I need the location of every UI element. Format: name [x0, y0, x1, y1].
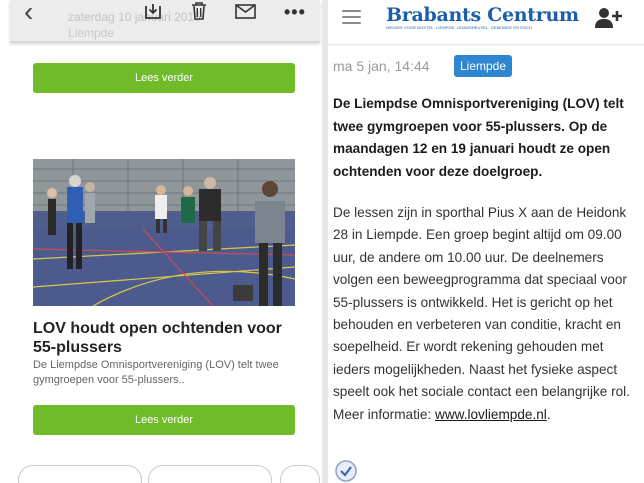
- article-date: ma 5 jan, 14:44: [333, 58, 430, 74]
- news-panel: [328, 0, 644, 483]
- header-divider: [328, 44, 644, 45]
- bottom-pill-button[interactable]: [18, 465, 142, 483]
- article-lead: De Liempdse Omnisportvereniging (LOV) telt twee gymgroepen voor 55-plussers. Op de maandagen 12 en 19 januari houdt ze open ochtenden voor deze doelgroep.: [333, 96, 624, 179]
- link-suffix: .: [546, 406, 551, 422]
- article-image[interactable]: [33, 159, 295, 306]
- site-logo[interactable]: [386, 4, 579, 30]
- logo-tagline: NIEUWS VOOR BOXTEL, LIEMPDE, LENNISHEUVEL, GEMONDE EN ESCH: [386, 25, 532, 30]
- bottom-pill-button[interactable]: [280, 465, 320, 483]
- logo-text: Brabants Centrum: [386, 4, 579, 26]
- add-user-icon[interactable]: [594, 6, 622, 30]
- bottom-pill-button[interactable]: [148, 465, 272, 483]
- more-dots-icon[interactable]: •••: [284, 2, 306, 22]
- hamburger-menu-icon[interactable]: [342, 10, 361, 25]
- read-more-button[interactable]: Lees verder: [33, 63, 295, 93]
- ghost-subject: zaterdag 10 januari 2015: [68, 10, 201, 24]
- info-link[interactable]: www.lovliempde.nl: [435, 406, 547, 422]
- download-icon[interactable]: [144, 2, 162, 20]
- chevron-left-icon[interactable]: ‹: [24, 0, 34, 27]
- article-read-more-button[interactable]: Lees verder: [33, 405, 295, 435]
- article-body: [333, 202, 641, 426]
- location-tag[interactable]: Liempde: [454, 55, 512, 77]
- article-title[interactable]: LOV houdt open ochtenden voor 55-plussers: [33, 320, 282, 356]
- trash-icon[interactable]: [191, 2, 207, 20]
- badge-check-icon[interactable]: [334, 459, 358, 483]
- site-header: [328, 0, 644, 40]
- ghost-sender: Liempde: [68, 26, 115, 40]
- article-snippet: De Liempdse Omnisportvereniging (LOV) telt twee gymgroepen voor 55-plussers..: [33, 359, 279, 386]
- article-body-text: De lessen zijn in sporthal Pius X aan de Heidonk 28 in Liempde. Een groep begint altijd om 09.00 uur, de andere om 10.00 uur. De deelnemers volgen een beweegprogramma dat speciaal voor 55-plussers is ontwikkeld. Het is gericht op het behouden en verbeteren van conditie, kracht en soepelheid. Er wordt rekening gehouden met ieders mogelijkheden. Naast het fysieke aspect speelt ook het sociale contact een belangrijke rol. Meer informatie:: [333, 205, 630, 422]
- mail-icon[interactable]: [235, 4, 256, 19]
- email-toolbar: [10, 0, 320, 42]
